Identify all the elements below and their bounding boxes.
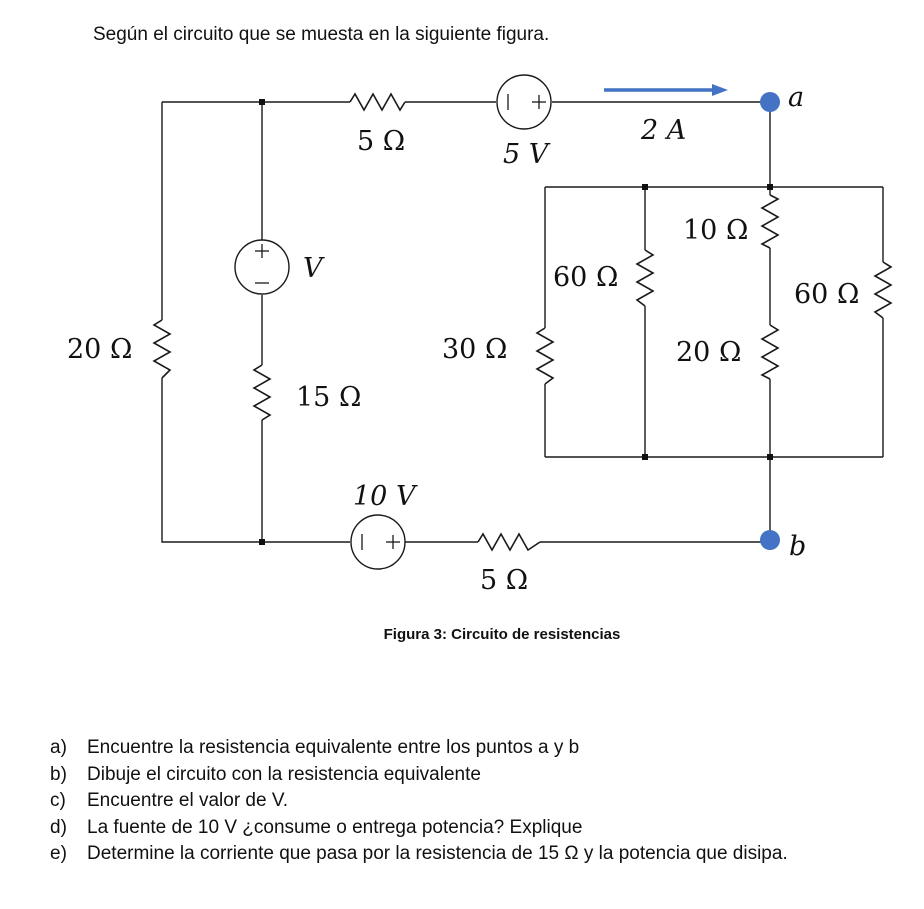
label-r-10: 10 Ω: [683, 215, 749, 246]
source-5v: [497, 75, 551, 129]
label-src-v: V: [303, 253, 323, 284]
label-src-top: 5 V: [503, 139, 549, 170]
resistor-30: [537, 328, 553, 384]
question-item: [50, 841, 920, 868]
label-r-60-mid: 60 Ω: [553, 262, 619, 293]
current-arrow: [604, 84, 728, 96]
label-r-15: 15 Ω: [296, 382, 362, 413]
source-v: [235, 240, 289, 294]
question-letter: c): [50, 790, 66, 811]
question-text: La fuente de 10 V ¿consume o entrega potencia? Explique: [87, 816, 583, 838]
label-r-20-right: 20 Ω: [676, 337, 742, 368]
node-a: [760, 92, 780, 112]
question-item: [50, 735, 920, 762]
label-r-60-right: 60 Ω: [794, 279, 860, 310]
label-node-b: b: [789, 531, 807, 562]
question-text: Dibuje el circuito con la resistencia equivalente: [87, 763, 481, 785]
resistor-60-right: [875, 262, 891, 318]
question-letter: d): [50, 816, 67, 838]
question-text: Encuentre la resistencia equivalente entre los puntos a y b: [87, 737, 580, 758]
figure-caption: Figura 3: Circuito de resistencias: [383, 626, 621, 643]
resistor-5-top: [350, 94, 405, 110]
question-text: Determine la corriente que pasa por la resistencia de 15 Ω y la potencia que disipa.: [87, 843, 788, 864]
intro-text: Según el circuito que se muesta en la siguiente figura.: [93, 24, 550, 45]
question-letter: e): [50, 843, 67, 864]
resistor-15: [254, 365, 270, 420]
label-src-bottom: 10 V: [353, 481, 416, 512]
resistor-20-left: [154, 320, 170, 378]
label-r-top: 5 Ω: [357, 126, 406, 157]
source-10v: [351, 515, 405, 569]
question-item: [50, 815, 920, 842]
resistor-10: [762, 195, 778, 248]
label-r-30: 30 Ω: [442, 334, 508, 365]
question-text: Encuentre el valor de V.: [87, 790, 289, 811]
question-letter: a): [50, 737, 67, 758]
question-item: [50, 762, 920, 789]
question-list: [50, 735, 920, 868]
label-node-a: a: [788, 82, 805, 113]
question-letter: b): [50, 763, 67, 785]
question-item: [50, 788, 920, 815]
resistor-5-bottom: [478, 534, 540, 550]
label-r-bottom: 5 Ω: [480, 565, 529, 596]
label-current: 2 A: [641, 115, 687, 146]
resistor-20-right: [762, 325, 778, 379]
resistor-60-mid: [637, 250, 653, 306]
node-b: [760, 530, 780, 550]
label-r-20-left: 20 Ω: [67, 334, 133, 365]
